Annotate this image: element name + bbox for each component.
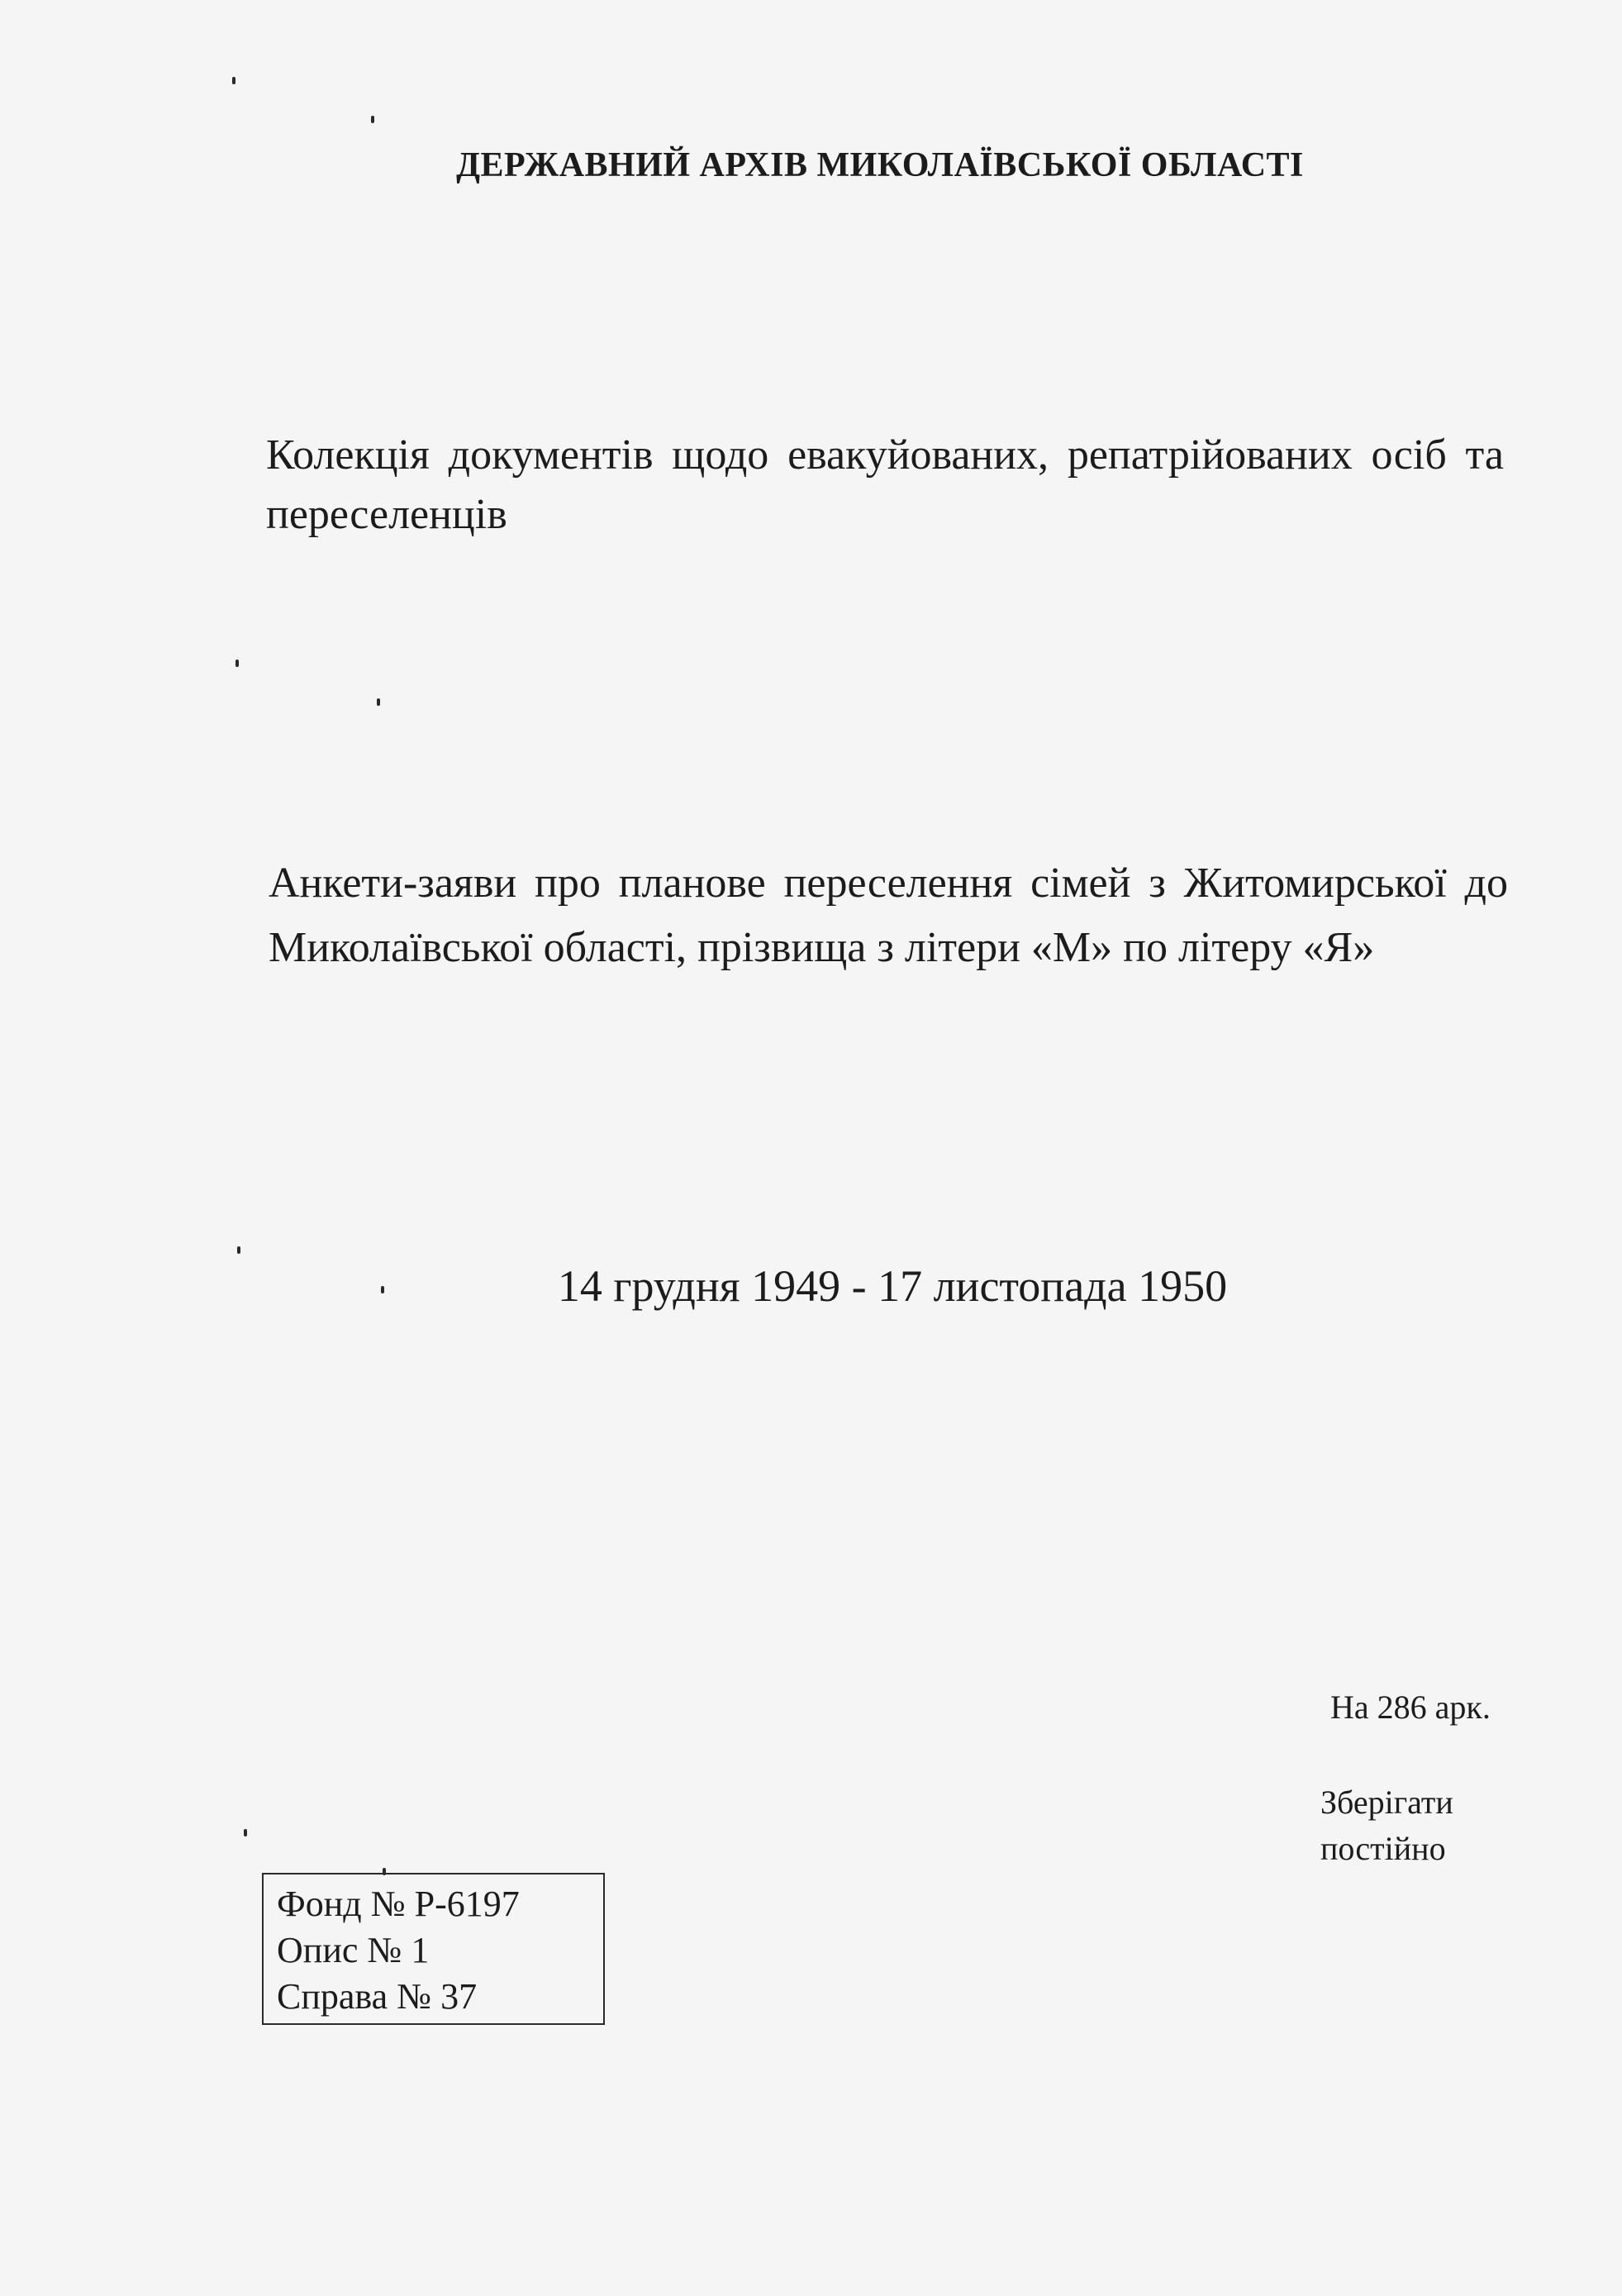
archive-name: ДЕРЖАВНИЙ АРХІВ МИКОЛАЇВСЬКОЇ ОБЛАСТІ xyxy=(456,146,1304,184)
ink-speck xyxy=(377,698,380,706)
ink-speck xyxy=(232,77,235,84)
opys-number: Опис № 1 xyxy=(277,1930,430,1970)
fond-number: Фонд № Р-6197 xyxy=(277,1884,520,1924)
collection-title: Колекція документів щодо евакуйованих, репатрійованих осіб та переселенців xyxy=(266,431,1504,538)
retention-note xyxy=(1320,1779,1453,1872)
ink-speck xyxy=(235,660,239,667)
archival-reference-box xyxy=(262,1873,605,2025)
retention-line: Зберігати xyxy=(1320,1784,1453,1821)
date-range: 14 грудня 1949 - 17 листопада 1950 xyxy=(557,1261,1228,1311)
case-title: Анкети-заяви про планове переселення сімей з Житомирської до Миколаївської області, прізвища з літери «М» по літеру «Я» xyxy=(269,860,1508,971)
ink-speck xyxy=(244,1829,247,1836)
ink-speck xyxy=(371,116,374,123)
retention-line: постійно xyxy=(1320,1830,1446,1867)
sprava-number: Справа № 37 xyxy=(277,1976,478,2017)
ink-speck xyxy=(237,1246,240,1254)
sheets-count: На 286 арк. xyxy=(1330,1689,1491,1726)
